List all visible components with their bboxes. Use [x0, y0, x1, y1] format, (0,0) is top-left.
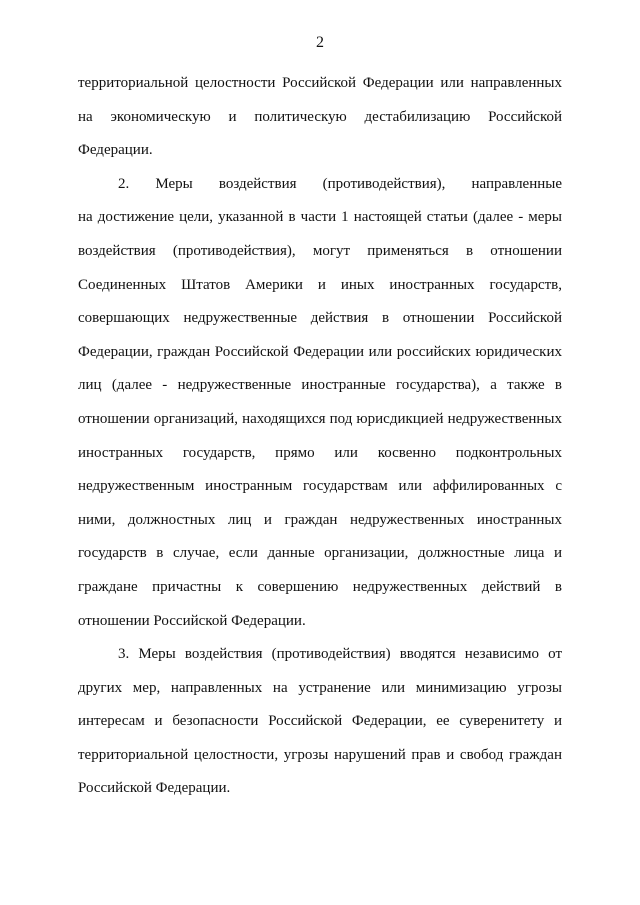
text-line: воздействия (противодействия), могут применяться в отношении	[78, 242, 562, 259]
text-line: интересам и безопасности Российской Федерации, ее суверенитету и	[78, 713, 562, 730]
paragraph-2	[78, 168, 562, 638]
page-number: 2	[316, 34, 324, 51]
text-line: 2. Меры воздействия (противодействия), направленные	[118, 175, 562, 192]
text-line: Федерации.	[78, 142, 153, 159]
text-line: других мер, направленных на устранение или минимизацию угрозы	[78, 679, 562, 696]
text-line: на экономическую и политическую дестабилизацию Российской	[78, 108, 562, 125]
text-line: лиц (далее - недружественные иностранные государства), а также в	[78, 377, 562, 394]
text-line: государств в случае, если данные организации, должностные лица и	[78, 545, 562, 562]
text-line: совершающих недружественные действия в отношении Российской	[78, 310, 562, 327]
document-body	[78, 67, 562, 806]
paragraph-3	[78, 638, 562, 806]
text-line: Российской Федерации.	[78, 780, 231, 797]
text-line: недружественным иностранным государствам или аффилированных с	[78, 478, 562, 495]
text-line: 3. Меры воздействия (противодействия) вводятся независимо от	[118, 646, 562, 663]
text-line: на достижение цели, указанной в части 1 настоящей статьи (далее - меры	[78, 209, 562, 226]
text-line: Федерации, граждан Российской Федерации или российских юридических	[78, 343, 562, 360]
paragraph-1	[78, 67, 562, 168]
text-line: Соединенных Штатов Америки и иных иностранных государств,	[78, 276, 562, 293]
text-line: иностранных государств, прямо или косвенно подконтрольных	[78, 444, 562, 461]
text-line: отношении организаций, находящихся под юрисдикцией недружественных	[78, 410, 562, 427]
text-line: ними, должностных лиц и граждан недружественных иностранных	[78, 511, 562, 528]
text-line: отношении Российской Федерации.	[78, 612, 306, 629]
text-line: территориальной целостности, угрозы нарушений прав и свобод граждан	[78, 746, 562, 763]
text-line: граждане причастны к совершению недружественных действий в	[78, 578, 562, 595]
text-line: территориальной целостности Российской Федерации или направленных	[78, 75, 562, 91]
